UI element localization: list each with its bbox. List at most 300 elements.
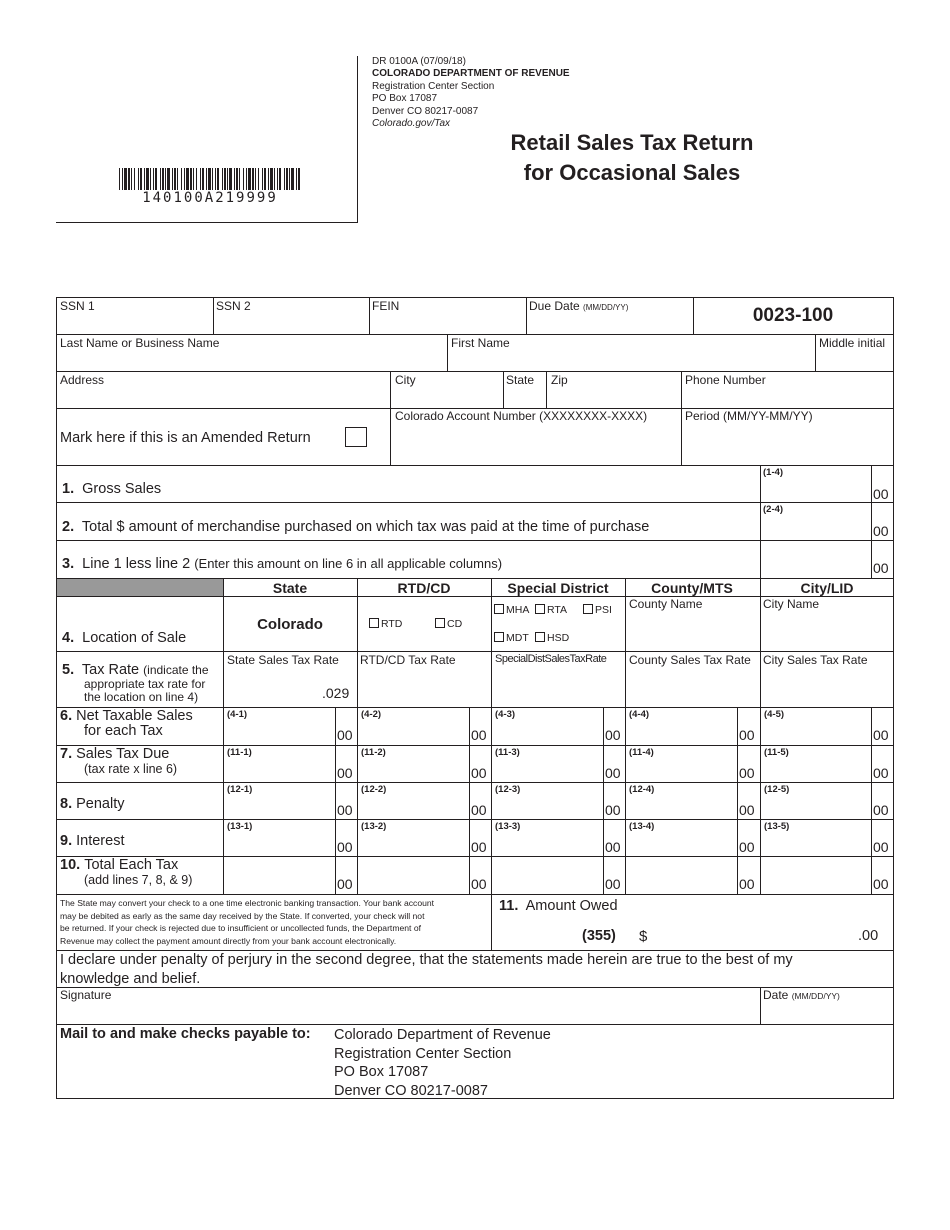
mha-option-label: MHA — [506, 604, 530, 616]
barcode-bar — [119, 168, 120, 190]
box-code-city: (13-5) — [764, 821, 790, 832]
box-code-special: (12-3) — [495, 784, 521, 795]
column-header-special-district: Special District — [507, 580, 609, 596]
line-10-subtext: (add lines 7, 8, & 9) — [84, 873, 193, 887]
last-name-field[interactable] — [57, 335, 446, 370]
due-date-text: Due Date — [529, 299, 580, 313]
barcode-bar — [252, 168, 254, 190]
barcode-bar — [270, 168, 273, 190]
mail-line-3: PO Box 17087 — [334, 1064, 429, 1080]
line-1-code: (1-4) — [763, 467, 784, 478]
barcode-bar — [162, 168, 164, 190]
signature-label: Signature — [60, 988, 112, 1002]
line-2-cents: 00 — [873, 523, 889, 539]
box-code-state: (13-1) — [227, 821, 253, 832]
barcode-bar — [184, 168, 185, 190]
account-number-field[interactable] — [391, 423, 680, 464]
state-location-value: Colorado — [257, 616, 323, 633]
page-title — [482, 128, 782, 188]
declaration-line-2: knowledge and belief. — [60, 970, 201, 987]
line-7-title — [60, 747, 177, 762]
barcode-bar — [284, 168, 285, 190]
cents-marker: 00 — [471, 765, 487, 781]
line-5-note-3: the location on line 4) — [84, 689, 199, 704]
department-address-block — [372, 56, 570, 130]
barcode-bar — [274, 168, 275, 190]
header-divider-horizontal — [56, 222, 358, 223]
line-10-text: Total Each Tax — [84, 857, 179, 873]
column-header-state: State — [272, 580, 308, 596]
barcode-bar — [172, 168, 173, 190]
line-1-number: 1. — [62, 481, 75, 497]
line-8-text: Penalty — [76, 796, 125, 812]
city-label: City — [395, 373, 416, 387]
cd-option[interactable] — [435, 618, 462, 630]
box-code-rtd: (12-2) — [361, 784, 387, 795]
box-code-state: (11-1) — [227, 747, 252, 758]
mha-option[interactable] — [494, 604, 529, 616]
department-section: Registration Center Section — [372, 80, 495, 92]
line-7-special-field[interactable] — [492, 746, 602, 781]
box-code-state: (4-1) — [227, 709, 248, 720]
rta-checkbox[interactable] — [535, 604, 545, 614]
line-1-label — [62, 481, 161, 497]
line-9-rtd-field[interactable] — [358, 820, 468, 855]
line-7-rtd-field[interactable] — [358, 746, 468, 781]
line-6-state-field[interactable] — [224, 708, 334, 743]
state-rate-value: .029 — [322, 685, 350, 701]
city-field[interactable] — [391, 372, 502, 407]
line-6-label — [60, 709, 193, 739]
cents-marker: 00 — [337, 802, 353, 818]
box-code-special: (4-3) — [495, 709, 516, 720]
department-name: COLORADO DEPARTMENT OF REVENUE — [372, 68, 570, 80]
line-10-rtd-field[interactable] — [358, 857, 468, 892]
column-header-city: City/LID — [800, 580, 854, 596]
box-code-county: (12-4) — [629, 784, 655, 795]
cents-marker: 00 — [739, 876, 755, 892]
barcode-bar — [186, 168, 189, 190]
barcode-bar — [138, 168, 139, 190]
line-5-number: 5. — [62, 662, 75, 678]
county-name-field[interactable] — [626, 611, 759, 650]
barcode-bar — [124, 168, 127, 190]
line-9-state-field[interactable] — [224, 820, 334, 855]
cents-divider — [737, 707, 738, 894]
barcode-bar — [146, 168, 149, 190]
city-name-field[interactable] — [761, 611, 892, 650]
rtd-option[interactable] — [369, 618, 402, 630]
line-7-label — [60, 747, 177, 777]
declaration — [60, 951, 793, 988]
barcode-bar — [234, 168, 235, 190]
ssn2-field[interactable] — [214, 298, 368, 333]
barcode-bar — [262, 168, 263, 190]
mdt-checkbox[interactable] — [494, 632, 504, 642]
line-6-special-field[interactable] — [492, 708, 602, 743]
amount-owed-field[interactable] — [654, 912, 854, 948]
date-label — [763, 988, 840, 1002]
amount-owed-cents: .00 — [858, 928, 879, 944]
line-9-county-field[interactable] — [626, 820, 736, 855]
line-10-state-field[interactable] — [224, 857, 334, 892]
rtd-rate-label: RTD/CD Tax Rate — [360, 653, 456, 667]
cents-divider — [871, 707, 872, 894]
line-10-city-field[interactable] — [761, 857, 870, 892]
barcode-bar — [217, 168, 219, 190]
box-code-city: (11-5) — [764, 747, 789, 758]
barcode-bar — [144, 168, 145, 190]
line-3-note: (Enter this amount on line 6 in all applicable columns) — [194, 556, 503, 571]
department-po-box: PO Box 17087 — [372, 93, 438, 105]
barcode-bar — [200, 168, 201, 190]
column-header-county: County/MTS — [651, 580, 733, 596]
cents-marker: 00 — [873, 727, 889, 743]
barcode-bar — [131, 168, 132, 190]
ssn2-label: SSN 2 — [216, 299, 251, 313]
cents-marker: 00 — [337, 765, 353, 781]
barcode-bar — [206, 168, 207, 190]
barcode-number: 140100A219999 — [142, 190, 278, 206]
box-code-city: (4-5) — [764, 709, 785, 720]
box-code-state: (12-1) — [227, 784, 253, 795]
cents-divider — [603, 707, 604, 894]
line-9-label — [60, 834, 124, 849]
fein-field[interactable] — [370, 298, 525, 333]
cents-marker: 00 — [471, 802, 487, 818]
column-header-shade — [57, 579, 223, 596]
barcode-bar — [268, 168, 269, 190]
box-code-county: (4-4) — [629, 709, 650, 720]
line-5-notes — [84, 678, 205, 703]
mail-to-label: Mail to and make checks payable to: — [60, 1026, 311, 1042]
barcode-bar — [165, 168, 166, 190]
cents-marker: 00 — [605, 839, 621, 855]
declaration-line-1: I declare under penalty of perjury in the second degree, that the statements made herein are true to the best of my — [60, 952, 793, 968]
box-code-special: (11-3) — [495, 747, 520, 758]
line-8-title — [60, 797, 125, 812]
line-5-label — [62, 662, 209, 678]
line-5-text: Tax Rate — [81, 662, 140, 678]
barcode-bar — [160, 168, 161, 190]
line-3-label — [62, 556, 502, 572]
amended-return-label: Mark here if this is an Amended Return — [60, 430, 311, 446]
special-rate-label: SpecialDistSalesTaxRate — [495, 653, 607, 665]
psi-checkbox[interactable] — [583, 604, 593, 614]
rtd-option-label: RTD — [381, 618, 403, 630]
barcode-bar — [279, 168, 281, 190]
line-10-title — [60, 858, 192, 873]
barcode-bar — [286, 168, 288, 190]
barcode-bar — [122, 168, 123, 190]
barcode-bar — [202, 168, 204, 190]
cents-marker: 00 — [337, 727, 353, 743]
first-name-label: First Name — [451, 336, 510, 350]
barcode-bar — [153, 168, 154, 190]
mail-line-4: Denver CO 80217-0087 — [334, 1082, 488, 1099]
cents-marker: 00 — [873, 765, 889, 781]
rta-option[interactable] — [535, 604, 567, 616]
line-7-number: 7. — [60, 746, 73, 762]
line-8-label — [60, 797, 125, 812]
barcode-bar — [215, 168, 216, 190]
box-code-rtd: (13-2) — [361, 821, 387, 832]
line-7-state-field[interactable] — [224, 746, 334, 781]
electronic-check-notice — [60, 897, 434, 947]
row-line — [56, 894, 894, 895]
county-name-label: County Name — [629, 597, 703, 611]
line-3-number: 3. — [62, 556, 75, 572]
line-2-number: 2. — [62, 519, 75, 535]
line-9-title — [60, 834, 124, 849]
line-1-text: Gross Sales — [82, 481, 162, 497]
barcode-bar — [212, 168, 213, 190]
line-11-text: Amount Owed — [525, 898, 618, 914]
box-code-county: (13-4) — [629, 821, 655, 832]
row-line — [56, 1024, 894, 1025]
title-line-2: for Occasional Sales — [523, 160, 741, 185]
period-field[interactable] — [682, 423, 892, 464]
line-9-special-field[interactable] — [492, 820, 602, 855]
barcode-bar — [224, 168, 226, 190]
line-8-special-field[interactable] — [492, 783, 602, 818]
box-code-special: (13-3) — [495, 821, 521, 832]
line-8-county-field[interactable] — [626, 783, 736, 818]
phone-field[interactable] — [682, 372, 892, 407]
line-8-number: 8. — [60, 796, 73, 812]
hsd-option-label: HSD — [547, 632, 570, 644]
cents-marker: 00 — [873, 802, 889, 818]
address-field[interactable] — [57, 372, 389, 407]
dollar-sign: $ — [639, 928, 648, 945]
mdt-option[interactable] — [494, 632, 529, 644]
psi-option-label: PSI — [595, 604, 612, 616]
line-5-note-1: (indicate the — [143, 663, 209, 677]
col-line — [871, 465, 872, 578]
state-rate-label: State Sales Tax Rate — [227, 653, 339, 667]
line-7-text: Sales Tax Due — [76, 746, 170, 762]
middle-initial-field[interactable] — [816, 335, 892, 370]
cents-marker: 00 — [873, 876, 889, 892]
line-6-rtd-field[interactable] — [358, 708, 468, 743]
mdt-option-label: MDT — [506, 632, 529, 644]
tax-paid-merchandise-field[interactable] — [761, 503, 870, 539]
cents-marker: 00 — [337, 876, 353, 892]
barcode-bar — [239, 168, 240, 190]
cents-marker: 00 — [337, 839, 353, 855]
line-10-special-field[interactable] — [492, 857, 602, 892]
line-10-label — [60, 858, 192, 888]
city-rate-field[interactable] — [761, 667, 892, 706]
line-4-number: 4. — [62, 630, 75, 646]
barcode-bar — [236, 168, 238, 190]
barcode-bar — [190, 168, 192, 190]
barcode-bar — [222, 168, 223, 190]
ssn1-field[interactable] — [57, 298, 212, 333]
line-10-county-field[interactable] — [626, 857, 736, 892]
cents-marker: 00 — [739, 839, 755, 855]
date-field[interactable] — [761, 1002, 892, 1023]
line-2-label — [62, 519, 649, 535]
psi-option[interactable] — [583, 604, 612, 616]
phone-label: Phone Number — [685, 373, 766, 387]
barcode-bar — [248, 168, 251, 190]
barcode-bar — [150, 168, 151, 190]
cents-marker: 00 — [471, 839, 487, 855]
barcode-bar — [298, 168, 300, 190]
line-6-text: Net Taxable Sales — [76, 708, 193, 724]
notice-line-4: Revenue may collect the payment amount directly from your bank account electronically. — [60, 935, 397, 946]
barcode-bar — [291, 168, 294, 190]
line-7-subtext: (tax rate x line 6) — [84, 762, 178, 776]
line-6-county-field[interactable] — [626, 708, 736, 743]
barcode-bar — [167, 168, 170, 190]
line-7-city-field[interactable] — [761, 746, 870, 781]
line-1-cents: 00 — [873, 486, 889, 502]
barcode-bar — [227, 168, 228, 190]
notice-line-1: The State may convert your check to a one time electronic banking transaction. Your bank account — [60, 898, 435, 908]
mail-line-1: Colorado Department of Revenue — [334, 1027, 551, 1043]
barcode-bar — [128, 168, 130, 190]
line-7-county-field[interactable] — [626, 746, 736, 781]
cents-divider — [469, 707, 470, 894]
line-3-cents: 00 — [873, 560, 889, 576]
state-label: State — [506, 373, 535, 387]
barcode-bar — [255, 168, 256, 190]
line-4-text: Location of Sale — [82, 630, 187, 646]
due-date-field[interactable] — [527, 298, 692, 333]
barcode-bar — [174, 168, 176, 190]
barcode-bar — [155, 168, 157, 190]
line-4-label — [62, 630, 186, 646]
barcode-bar — [264, 168, 266, 190]
state-field[interactable] — [504, 372, 545, 407]
cents-marker: 00 — [873, 839, 889, 855]
first-name-field[interactable] — [448, 335, 814, 370]
county-rate-field[interactable] — [626, 667, 759, 706]
barcode-bar — [193, 168, 194, 190]
line-8-rtd-field[interactable] — [358, 783, 468, 818]
zip-label: Zip — [551, 373, 568, 387]
county-rate-label: County Sales Tax Rate — [629, 653, 751, 667]
line-8-city-field[interactable] — [761, 783, 870, 818]
department-website: Colorado.gov/Tax — [372, 118, 451, 130]
box-code-rtd: (4-2) — [361, 709, 382, 720]
tax-return-form — [56, 297, 894, 1099]
barcode-bar — [243, 168, 244, 190]
city-rate-label: City Sales Tax Rate — [763, 653, 868, 667]
box-code-city: (12-5) — [764, 784, 790, 795]
line-10-number: 10. — [60, 857, 81, 873]
cents-marker: 00 — [739, 802, 755, 818]
date-text: Date — [763, 988, 789, 1002]
signature-field[interactable] — [57, 1002, 759, 1023]
due-date-format: (MM/DD/YY) — [583, 303, 629, 312]
barcode-bar — [258, 168, 259, 190]
line-9-number: 9. — [60, 833, 73, 849]
address-label: Address — [60, 373, 105, 387]
barcode-bar — [296, 168, 297, 190]
cents-marker: 00 — [605, 876, 621, 892]
zip-field[interactable] — [547, 372, 680, 407]
title-line-1: Retail Sales Tax Return — [510, 130, 754, 155]
line-11-number: 11. — [499, 898, 519, 914]
special-rate-field[interactable] — [492, 667, 624, 706]
cents-marker: 00 — [471, 727, 487, 743]
mail-address — [334, 1026, 551, 1100]
line-6-city-field[interactable] — [761, 708, 870, 743]
hsd-option[interactable] — [535, 632, 569, 644]
line-3-text: Line 1 less line 2 — [82, 556, 191, 572]
form-number: DR 0100A (07/09/18) — [372, 56, 466, 67]
fein-label: FEIN — [372, 299, 400, 313]
amended-return-checkbox[interactable] — [345, 427, 367, 447]
line-9-text: Interest — [76, 833, 125, 849]
row-line — [56, 651, 894, 652]
line-3-field[interactable] — [761, 541, 870, 577]
line-8-state-field[interactable] — [224, 783, 334, 818]
cents-marker: 00 — [471, 876, 487, 892]
cents-marker: 00 — [605, 765, 621, 781]
box-code-rtd: (11-2) — [361, 747, 386, 758]
barcode-bar — [246, 168, 247, 190]
column-header-rtd: RTD/CD — [397, 580, 451, 596]
rta-option-label: RTA — [547, 604, 568, 616]
notice-line-3: be returned. If your check is rejected due to insufficient or uncollected funds, the Department of — [60, 923, 421, 934]
line-2-code: (2-4) — [763, 504, 784, 515]
barcode-image — [119, 168, 301, 192]
barcode-bar — [289, 168, 290, 190]
box-code-county: (11-4) — [629, 747, 654, 758]
barcode-bar — [196, 168, 197, 190]
line-6-number: 6. — [60, 708, 73, 724]
department-city-zip: Denver CO 80217-0087 — [372, 105, 479, 117]
cents-divider — [335, 707, 336, 894]
barcode-bar — [229, 168, 232, 190]
middle-initial-label: Middle initial — [819, 336, 886, 350]
mha-checkbox[interactable] — [494, 604, 504, 614]
city-name-label: City Name — [763, 597, 820, 611]
form-code: 0023-100 — [752, 305, 834, 326]
notice-line-2: may be debited as early as the same day received by the State. If converted, your check will not — [60, 910, 425, 921]
rtd-checkbox[interactable] — [369, 618, 379, 628]
hsd-checkbox[interactable] — [535, 632, 545, 642]
gross-sales-field[interactable] — [761, 466, 870, 501]
header-divider-vertical — [357, 56, 358, 223]
barcode-bar — [134, 168, 135, 190]
last-name-label: Last Name or Business Name — [60, 336, 220, 350]
barcode-bar — [181, 168, 182, 190]
barcode-bar — [140, 168, 142, 190]
rtd-rate-field[interactable] — [358, 667, 490, 706]
cd-checkbox[interactable] — [435, 618, 445, 628]
line-11-label — [499, 898, 618, 914]
cents-marker: 00 — [739, 727, 755, 743]
mail-line-2: Registration Center Section — [334, 1045, 512, 1062]
cd-option-label: CD — [447, 618, 463, 630]
account-number-label: Colorado Account Number (XXXXXXXX-XXXX) — [395, 409, 648, 423]
barcode-bar — [177, 168, 178, 190]
barcode-bar — [277, 168, 278, 190]
date-format: (MM/DD/YY) — [791, 991, 840, 1001]
line-9-city-field[interactable] — [761, 820, 870, 855]
ssn1-label: SSN 1 — [60, 299, 95, 313]
line-11-code: (355) — [582, 928, 616, 944]
line-6-subtext: for each Tax — [84, 723, 163, 739]
period-label: Period (MM/YY-MM/YY) — [685, 409, 813, 423]
cents-marker: 00 — [739, 765, 755, 781]
line-5-note-2: appropriate tax rate for — [84, 677, 206, 691]
